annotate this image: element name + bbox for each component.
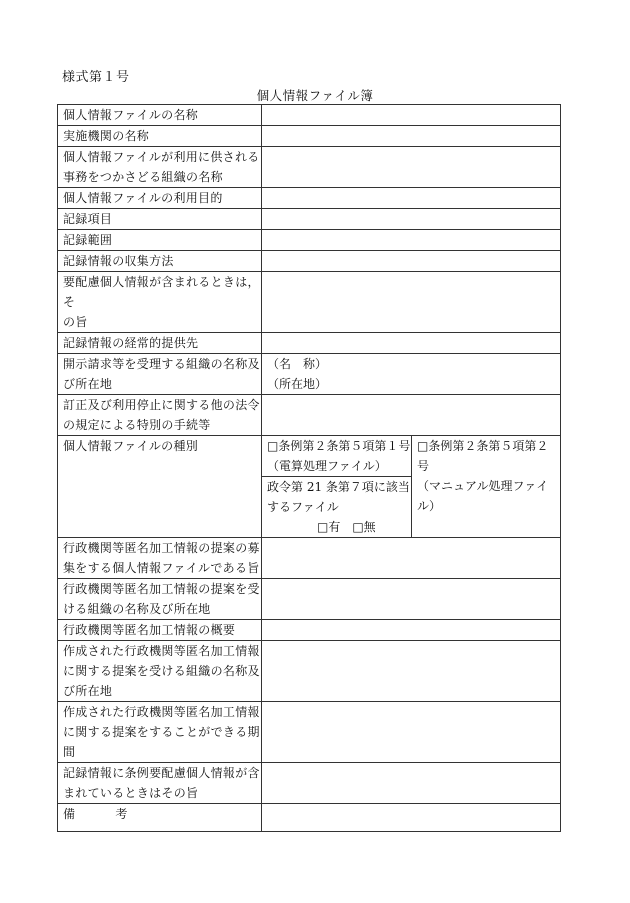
cabinet-order-line: 政令第 21 条第７項に該当 (267, 480, 410, 494)
row-label-line: 個人情報ファイルが利用に供される (63, 150, 260, 164)
table-row (58, 230, 561, 251)
table-row (58, 579, 561, 620)
row-label-line: の規定による特別の手続等 (63, 418, 211, 432)
table-row (58, 763, 561, 804)
row-label-line: 記録項目 (63, 212, 113, 226)
table-row (58, 804, 561, 832)
row-label (58, 579, 262, 620)
row-label (58, 272, 262, 333)
table-row (58, 209, 561, 230)
table-row (58, 251, 561, 272)
row-label-line: 行政機関等匿名加工情報の提案の募 (63, 541, 260, 555)
remarks-label (58, 804, 262, 832)
table-row (58, 620, 561, 641)
yes-no-checkboxes[interactable]: □有 □無 (317, 520, 376, 534)
row-label (58, 436, 262, 538)
row-value-cell[interactable] (262, 188, 561, 209)
register-table (57, 104, 561, 832)
row-label-line: 記録情報に条例要配慮個人情報が含 (63, 766, 260, 780)
row-label-line: の旨 (63, 315, 88, 329)
row-value-cell[interactable] (262, 538, 561, 579)
row-label-line: 個人情報ファイルの種別 (63, 439, 199, 453)
row-label-line: に関する提案をすることができる期 (63, 725, 260, 739)
row-label-line: 記録範囲 (63, 233, 113, 247)
row-label-line: 実施機関の名称 (63, 129, 150, 143)
row-label (58, 209, 262, 230)
table-row (58, 147, 561, 188)
cabinet-order-line: するファイル (267, 500, 339, 514)
row-label (58, 354, 262, 395)
row-label-line: び所在地 (63, 377, 113, 391)
row-value-cell[interactable] (262, 272, 561, 333)
contact-address-label: （所在地） (267, 377, 328, 391)
row-value-cell[interactable] (262, 147, 561, 188)
row-label-line: 訂正及び利用停止に関する他の法令 (63, 398, 260, 412)
row-label (58, 230, 262, 251)
electronic-file-cell (262, 436, 412, 538)
row-value-cell[interactable] (262, 105, 561, 126)
row-label (58, 538, 262, 579)
row-value-cell[interactable] (262, 230, 561, 251)
row-label-line: 作成された行政機関等匿名加工情報 (63, 644, 260, 658)
table-row (58, 126, 561, 147)
row-label (58, 395, 262, 436)
manual-file-caption: （マニュアル処理ファイ (417, 479, 549, 493)
table-row (58, 538, 561, 579)
electronic-file-checkbox-label[interactable]: □条例第２条第５項第１号 (267, 439, 411, 453)
table-row (58, 188, 561, 209)
row-label (58, 126, 262, 147)
row-label-line: ける組織の名称及び所在地 (63, 602, 211, 616)
row-label-line: 要配慮個人情報が含まれるときは，そ (63, 275, 260, 309)
row-label-line: 行政機関等匿名加工情報の概要 (63, 623, 236, 637)
contact-name-label: （名 称） (267, 357, 328, 371)
row-label (58, 251, 262, 272)
remarks-label-char: 備 (63, 807, 76, 821)
table-row (58, 333, 561, 354)
contact-value-cell[interactable] (262, 354, 561, 395)
row-label (58, 188, 262, 209)
table-row (58, 395, 561, 436)
manual-file-cell (412, 436, 561, 538)
row-label-line: に関する提案を受ける組織の名称及 (63, 664, 260, 678)
row-label-line: 記録情報の収集方法 (63, 254, 174, 268)
row-label-line: 作成された行政機関等匿名加工情報 (63, 705, 260, 719)
row-value-cell[interactable] (262, 251, 561, 272)
row-label (58, 702, 262, 763)
remarks-value-cell[interactable] (262, 804, 561, 832)
manual-file-checkbox-label[interactable]: □条例第２条第５項第２号 (417, 439, 549, 473)
electronic-file-caption: （電算処理ファイル） (267, 459, 387, 473)
row-value-cell[interactable] (262, 395, 561, 436)
row-label (58, 333, 262, 354)
row-label-line: 個人情報ファイルの利用目的 (63, 191, 223, 205)
table-row (58, 702, 561, 763)
row-label-line: 集をする個人情報ファイルである旨 (63, 561, 260, 575)
table-row (58, 641, 561, 702)
row-value-cell[interactable] (262, 620, 561, 641)
row-label (58, 147, 262, 188)
form-number: 様式第１号 (62, 70, 130, 85)
row-label-line: 事務をつかさどる組織の名称 (63, 170, 223, 184)
row-label (58, 641, 262, 702)
row-value-cell[interactable] (262, 579, 561, 620)
row-label-line: 間 (63, 745, 76, 759)
row-value-cell[interactable] (262, 209, 561, 230)
row-value-cell[interactable] (262, 763, 561, 804)
manual-file-caption: ル） (417, 499, 442, 513)
row-label (58, 763, 262, 804)
row-value-cell[interactable] (262, 333, 561, 354)
table-row (58, 272, 561, 333)
row-value-cell[interactable] (262, 702, 561, 763)
row-label-line: 行政機関等匿名加工情報の提案を受 (63, 582, 260, 596)
row-label-line: 個人情報ファイルの名称 (63, 108, 199, 122)
row-label (58, 620, 262, 641)
table-row (58, 436, 561, 538)
row-label-line: まれているときはその旨 (63, 786, 199, 800)
row-label-line: 記録情報の経常的提供先 (63, 336, 199, 350)
table-row (58, 354, 561, 395)
row-label-line: び所在地 (63, 684, 113, 698)
row-label-line: 開示請求等を受理する組織の名称及 (63, 357, 260, 371)
row-label (58, 105, 262, 126)
table-row (58, 105, 561, 126)
row-value-cell[interactable] (262, 641, 561, 702)
row-value-cell[interactable] (262, 126, 561, 147)
document-title: 個人情報ファイル簿 (256, 88, 374, 103)
remarks-label-char: 考 (115, 807, 128, 821)
